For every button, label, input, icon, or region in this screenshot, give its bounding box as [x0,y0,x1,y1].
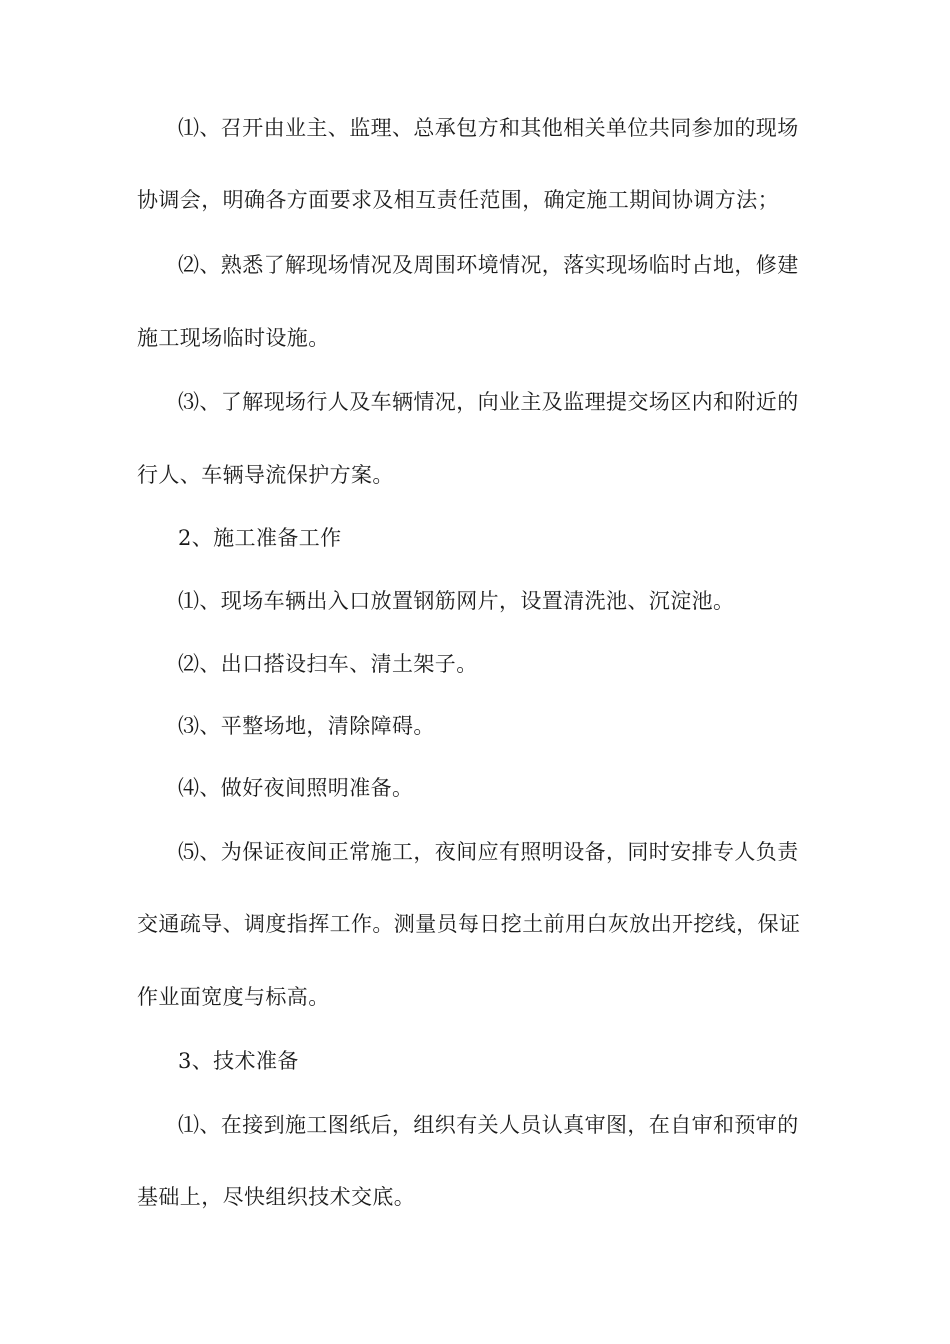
list-item-2-2: ⑵、出口搭设扫车、清土架子。 [178,652,478,676]
list-item-2-3: ⑶、平整场地，清除障碍。 [178,714,435,738]
list-item-2-4: ⑷、做好夜间照明准备。 [178,776,414,800]
list-item-2-5-line-3: 作业面宽度与标高。 [137,985,330,1009]
list-item-2-5-line-2: 交通疏导、调度指挥工作。测量员每日挖土前用白灰放出开挖线，保证 [137,912,801,936]
section-heading-3: 3、技术准备 [178,1049,299,1073]
paragraph-1-line-2: 协调会，明确各方面要求及相互责任范围，确定施工期间协调方法； [137,188,779,212]
list-item-3-1-line-1: ⑴、在接到施工图纸后，组织有关人员认真审图，在自审和预审的 [178,1113,799,1137]
paragraph-2-line-2: 施工现场临时设施。 [137,326,330,350]
section-heading-2: 2、施工准备工作 [178,526,342,550]
paragraph-1-line-1: ⑴、召开由业主、监理、总承包方和其他相关单位共同参加的现场 [178,116,799,140]
paragraph-2-line-1: ⑵、熟悉了解现场情况及周围环境情况，落实现场临时占地，修建 [178,253,799,277]
list-item-2-1: ⑴、现场车辆出入口放置钢筋网片，设置清洗池、沉淀池。 [178,589,735,613]
list-item-3-1-line-2: 基础上，尽快组织技术交底。 [137,1185,416,1209]
list-item-2-5-line-1: ⑸、为保证夜间正常施工，夜间应有照明设备，同时安排专人负责 [178,840,799,864]
paragraph-3-line-1: ⑶、了解现场行人及车辆情况，向业主及监理提交场区内和附近的 [178,390,799,414]
paragraph-3-line-2: 行人、车辆导流保护方案。 [137,463,394,487]
